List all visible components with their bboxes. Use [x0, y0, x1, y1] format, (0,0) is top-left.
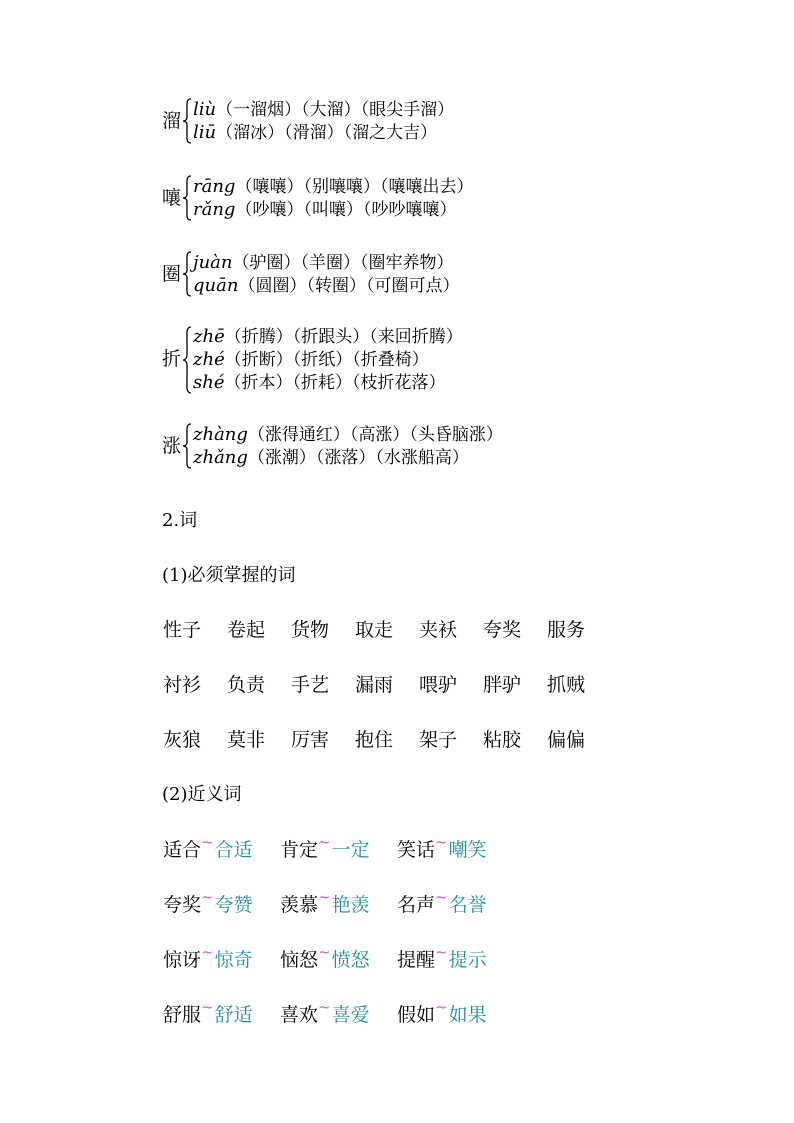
- synonym-row: [163, 835, 514, 862]
- polyphone-char: 圈: [162, 262, 182, 285]
- polyphone-rang: [162, 175, 473, 221]
- brace-icon: [182, 326, 192, 394]
- word: 性子: [163, 619, 202, 641]
- word: 负责: [227, 674, 266, 696]
- tilde-icon: ~: [201, 888, 214, 906]
- reading-line: juàn（驴圈）（羊圈）（圈牢养物）: [193, 252, 454, 273]
- synonym-row: [163, 945, 514, 972]
- word: 灰狼: [163, 729, 202, 751]
- reading-line: zhǎng（涨潮）（涨落）（水涨船高）: [193, 447, 469, 468]
- synonym-pair: 喜欢~喜爱: [280, 998, 370, 1026]
- polyphone-zhe: [162, 325, 463, 394]
- reading-line: shé（折本）（折耗）（枝折花落）: [193, 372, 446, 393]
- synonym-pair: 提醒~提示: [397, 943, 487, 971]
- word: 抓贼: [547, 674, 586, 696]
- word-row: [163, 725, 611, 752]
- tilde-icon: ~: [435, 943, 448, 961]
- polyphone-liu: [162, 98, 454, 144]
- synonym-pair: 舒服~舒适: [163, 998, 253, 1026]
- synonym-row: [163, 1000, 514, 1027]
- reading-line: rǎng（吵嚷）（叫嚷）（吵吵嚷嚷）: [193, 199, 457, 220]
- word: 粘胶: [483, 729, 522, 751]
- tilde-icon: ~: [201, 998, 214, 1016]
- word: 漏雨: [355, 674, 394, 696]
- word: 厉害: [291, 729, 330, 751]
- word: 取走: [355, 619, 394, 641]
- word: 衬衫: [163, 674, 202, 696]
- polyphone-quan: [162, 251, 459, 297]
- reading-line: quān（圆圈）（转圈）（可圈可点）: [193, 275, 460, 296]
- reading-line: liū（溜冰）（滑溜）（溜之大吉）: [193, 122, 438, 143]
- word: 偏偏: [547, 729, 586, 751]
- reading-line: liù（一溜烟）（大溜）（眼尖手溜）: [193, 99, 455, 120]
- word: 架子: [419, 729, 458, 751]
- tilde-icon: ~: [318, 943, 331, 961]
- brace-icon: [182, 175, 192, 221]
- synonym-pair: 夸奖~夸赞: [163, 888, 253, 916]
- synonym-pair: 羡慕~艳羡: [280, 888, 370, 916]
- tilde-icon: ~: [435, 833, 448, 851]
- word: 服务: [547, 619, 586, 641]
- brace-icon: [182, 423, 192, 469]
- polyphone-zhang: [162, 423, 503, 469]
- word: 货物: [291, 619, 330, 641]
- polyphone-char: 折: [162, 348, 182, 370]
- word: 手艺: [291, 674, 330, 696]
- word-row: [163, 670, 611, 697]
- word-row: [163, 615, 611, 642]
- synonym-pair: 假如~如果: [397, 998, 487, 1026]
- reading-line: zhé（折断）（折纸）（折叠椅）: [193, 349, 429, 370]
- tilde-icon: ~: [201, 833, 214, 851]
- reading-line: zhē（折腾）（折跟头）（来回折腾）: [193, 326, 463, 347]
- polyphone-char: 嚷: [162, 186, 182, 209]
- reading-line: zhàng（涨得通红）（高涨）（头昏脑涨）: [193, 424, 503, 445]
- synonym-pair: 适合~合适: [163, 833, 253, 861]
- tilde-icon: ~: [435, 888, 448, 906]
- tilde-icon: ~: [318, 888, 331, 906]
- must-master-heading: (1)必须掌握的词: [162, 565, 296, 586]
- tilde-icon: ~: [318, 833, 331, 851]
- synonym-pair: 肯定~一定: [280, 833, 370, 861]
- section-title: 2.词: [162, 510, 198, 531]
- reading-line: rāng（嚷嚷）（别嚷嚷）（嚷嚷出去）: [193, 176, 474, 197]
- word: 胖驴: [483, 674, 522, 696]
- polyphone-char: 涨: [162, 434, 182, 457]
- word: 卷起: [227, 619, 266, 641]
- brace-icon: [182, 98, 192, 144]
- tilde-icon: ~: [435, 998, 448, 1016]
- word: 夹袄: [419, 619, 458, 641]
- polyphone-char: 溜: [162, 109, 182, 132]
- synonym-pair: 笑话~嘲笑: [397, 833, 487, 861]
- synonym-pair: 名声~名誉: [397, 888, 487, 916]
- word: 抱住: [355, 729, 394, 751]
- tilde-icon: ~: [201, 943, 214, 961]
- synonyms-heading: (2)近义词: [162, 784, 242, 805]
- word: 夸奖: [483, 619, 522, 641]
- synonym-row: [163, 890, 514, 917]
- synonym-pair: 恼怒~愤怒: [280, 943, 370, 971]
- word: 喂驴: [419, 674, 458, 696]
- synonym-pair: 惊讶~惊奇: [163, 943, 253, 971]
- brace-icon: [182, 251, 192, 297]
- word: 莫非: [227, 729, 266, 751]
- tilde-icon: ~: [318, 998, 331, 1016]
